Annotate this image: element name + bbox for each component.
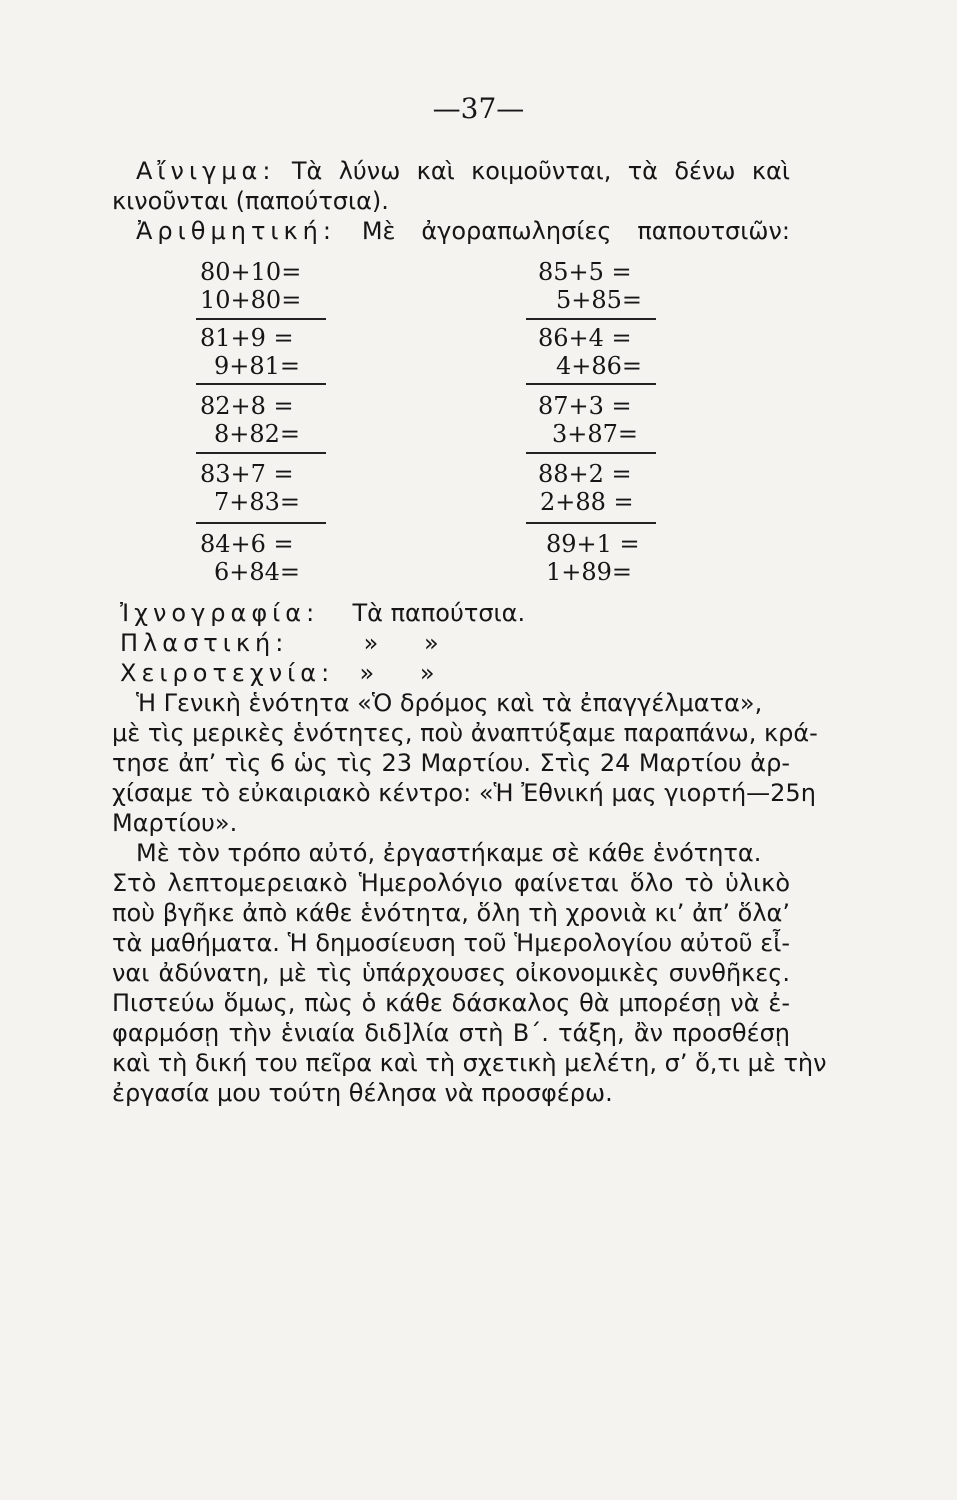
equation-divider — [196, 522, 326, 524]
equation-divider — [196, 452, 326, 454]
equation: 6+84= — [214, 558, 301, 586]
paragraph-line: Μὲ τὸν τρόπο αὐτό, ἐργαστήκαμε σὲ κάθε ἑνότητα. — [136, 839, 762, 867]
arithmetic-text: Μὲ ἀγοραπωλησίες παπουτσιῶν: — [361, 217, 790, 245]
equation: 4+86= — [556, 352, 643, 380]
equation: 81+9 = — [200, 324, 294, 352]
handicraft-ditto: » » — [359, 659, 435, 687]
equation: 88+2 = — [538, 460, 632, 488]
paragraph-line: Μαρτίου». — [112, 809, 238, 837]
riddle-line — [136, 156, 790, 186]
equation-divider — [526, 522, 656, 524]
equation: 1+89= — [546, 558, 633, 586]
drawing-line — [120, 598, 774, 628]
riddle-text: Τὰ λύνω καὶ κοιμοῦνται, τὰ δένω καὶ — [291, 157, 790, 185]
equation: 87+3 = — [538, 392, 632, 420]
equation: 9+81= — [214, 352, 301, 380]
sculpture-line — [120, 628, 774, 658]
sculpture-label: Πλαστική: — [120, 629, 289, 657]
paragraph-line: τὰ μαθήματα. Ἡ δημοσίευση τοῦ Ἡμερολογίου αὐτοῦ εἶ- — [112, 929, 790, 957]
equation: 3+87= — [552, 420, 639, 448]
handicraft-label: Χειροτεχνία: — [120, 659, 335, 687]
equation-divider — [526, 318, 656, 320]
equation: 86+4 = — [538, 324, 632, 352]
handicraft-line — [120, 658, 774, 688]
equation: 83+7 = — [200, 460, 294, 488]
paragraph-line: Στὸ λεπτομερειακὸ Ἡμερολόγιο φαίνεται ὅλο τὸ ὑλικὸ — [112, 869, 790, 897]
paragraph-line: ἐργασία μου τούτη θέλησα νὰ προσφέρω. — [112, 1079, 613, 1107]
equation-divider — [526, 452, 656, 454]
paragraph-line: φαρμόσῃ τὴν ἑνιαία διδ]λία στὴ Β΄. τάξη, ἂν προσθέσῃ — [112, 1019, 790, 1047]
equation: 10+80= — [200, 286, 302, 314]
paragraph-line: μὲ τὶς μερικὲς ἑνότητες, ποὺ ἀναπτύξαμε παραπάνω, κρά- — [112, 719, 818, 747]
equation-divider — [526, 383, 656, 385]
equation: 80+10= — [200, 258, 302, 286]
paragraph-line: Ἡ Γενικὴ ἑνότητα «Ὁ δρόμος καὶ τὰ ἐπαγγέλματα», — [136, 689, 763, 717]
equation-divider — [196, 318, 326, 320]
paragraph-line: τησε ἀπ’ τὶς 6 ὡς τὶς 23 Μαρτίου. Στὶς 24 Μαρτίου ἀρ- — [112, 749, 790, 777]
equation-divider — [196, 383, 326, 385]
equation: 89+1 = — [546, 530, 640, 558]
equation: 85+5 = — [538, 258, 632, 286]
equation: 5+85= — [556, 286, 643, 314]
equation: 84+6 = — [200, 530, 294, 558]
arithmetic-line — [136, 216, 790, 246]
equation: 2+88 = — [540, 488, 634, 516]
paragraph-line: ποὺ βγῆκε ἀπὸ κάθε ἑνότητα, ὅλη τὴ χρονιὰ κι’ ἀπ’ ὅλα’ — [112, 899, 790, 927]
equation: 7+83= — [214, 488, 301, 516]
drawing-label: Ἰχνογραφία: — [120, 599, 320, 627]
paragraph-line: χίσαμε τὸ εὐκαιριακὸ κέντρο: «Ἡ Ἐθνική μας γιορτή—25η — [112, 779, 816, 807]
sculpture-ditto: » » — [363, 629, 439, 657]
drawing-text: Τὰ παπούτσια. — [352, 599, 526, 627]
paragraph-line: Πιστεύω ὅμως, πὼς ὁ κάθε δάσκαλος θὰ μπορέσῃ νὰ ἐ- — [112, 989, 790, 1017]
arithmetic-label: Ἀριθμητική: — [136, 217, 336, 245]
paragraph-line: καὶ τὴ δική του πεῖρα καὶ τὴ σχετικὴ μελέτη, σ’ ὅ,τι μὲ τὴν — [112, 1049, 827, 1077]
riddle-label: Αἴνιγμα: — [136, 157, 276, 185]
equation: 8+82= — [214, 420, 301, 448]
equation: 82+8 = — [200, 392, 294, 420]
riddle-continuation: κινοῦνται (παπούτσια). — [112, 187, 389, 215]
page-number: —37— — [432, 92, 525, 125]
paragraph-line: ναι ἀδύνατη, μὲ τὶς ὑπάρχουσες οἰκονομικὲς συνθῆκες. — [112, 959, 790, 987]
